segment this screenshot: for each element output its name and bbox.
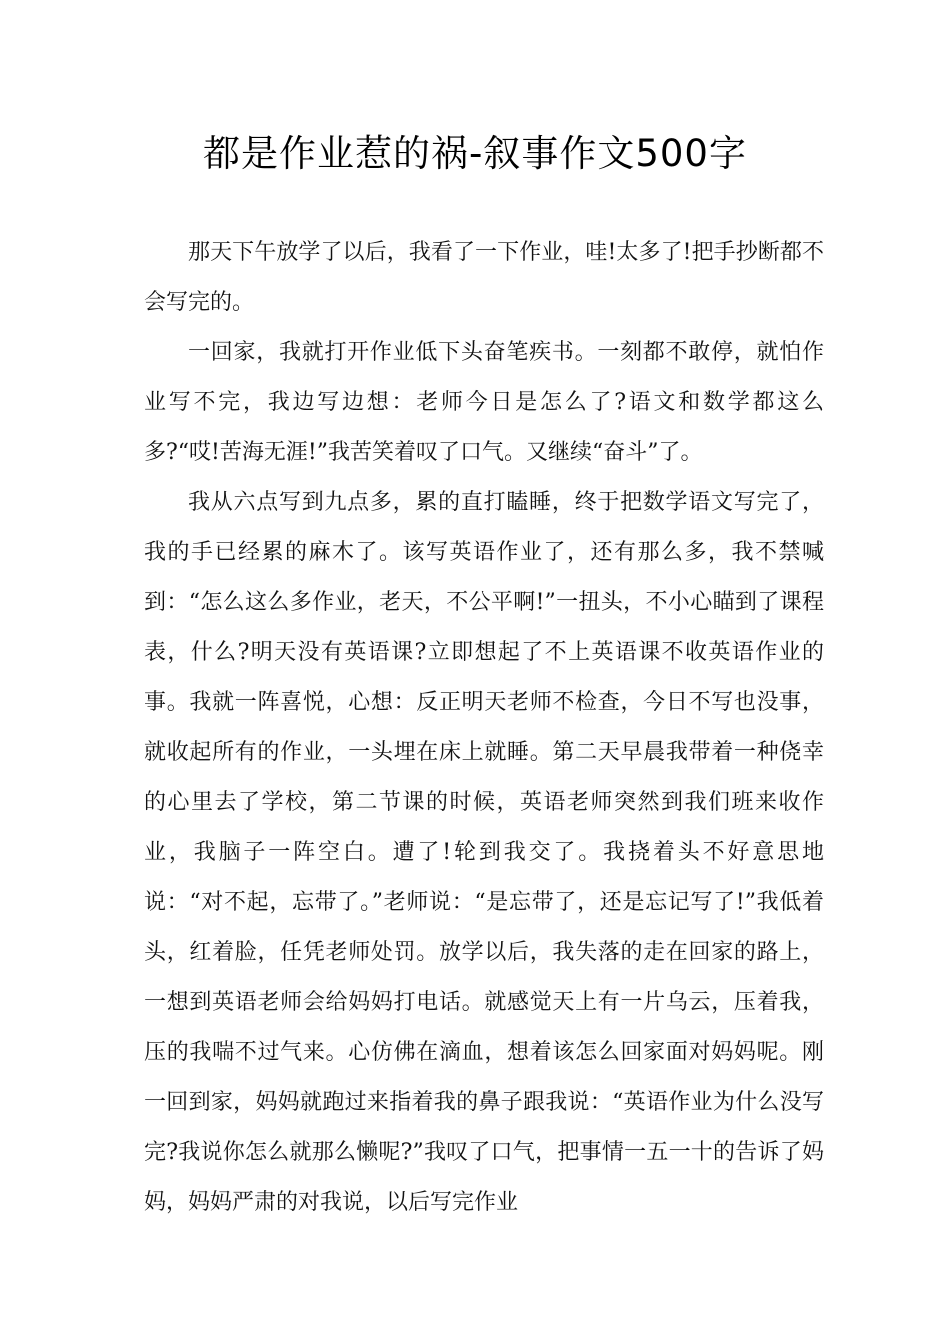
paragraph-1: 那天下午放学了以后，我看了一下作业，哇!太多了!把手抄断都不会写完的。 [144,240,824,315]
paragraph-2: 一回家，我就打开作业低下头奋笔疾书。一刻都不敢停，就怕作业写不完，我边写边想：老师今日是怎么了?语文和数学都这么多?“哎!苦海无涯!”我苦笑着叹了口气。又继续“奋斗”了。 [144,340,824,465]
paragraph-3: 我从六点写到九点多，累的直打瞌睡，终于把数学语文写完了，我的手已经累的麻木了。该写英语作业了，还有那么多，我不禁喊到：“怎么这么多作业，老天，不公平啊!”一扭头，不小心瞄到了课程表，什么?明天没有英语课?立即想起了不上英语课不收英语作业的事。我就一阵喜悦，心想：反正明天老师不检查，今日不写也没事，就收起所有的作业，一头埋在床上就睡。第二天早晨我带着一种侥幸的心里去了学校，第二节课的时候，英语老师突然到我们班来收作业，我脑子一阵空白。遭了!轮到我交了。我挠着头不好意思地说：“对不起，忘带了。”老师说：“是忘带了，还是忘记写了!”我低着头，红着脸，任凭老师处罚。放学以后，我失落的走在回家的路上，一想到英语老师会给妈妈打电话。就感觉天上有一片乌云，压着我，压的我喘不过气来。心仿佛在滴血，想着该怎么回家面对妈妈呢。刚一回到家，妈妈就跑过来指着我的鼻子跟我说：“英语作业为什么没写完?我说你怎么就那么懒呢?”我叹了口气，把事情一五一十的告诉了妈妈，妈妈严肃的对我说，以后写完作业 [144,490,824,1215]
document-body [144,228,824,1228]
document-title: 都是作业惹的祸-叙事作文500字 [203,132,747,175]
